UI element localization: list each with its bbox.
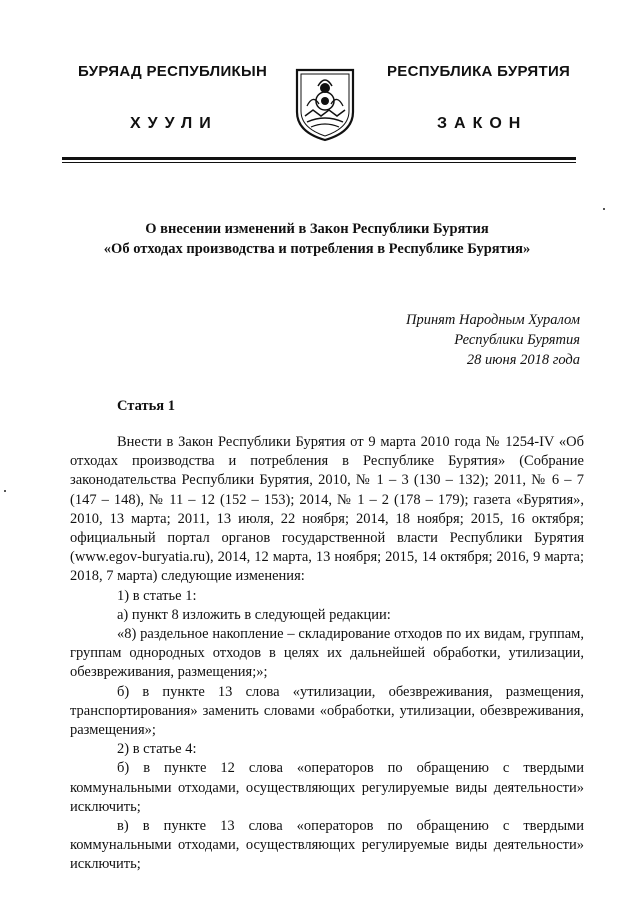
adoption-note <box>340 310 580 370</box>
amendment-item: 2) в статье 4: <box>117 741 197 758</box>
scan-speck <box>4 490 6 492</box>
amendment-item: «8) раздельное накопление – складирование отходов по их видам, группам, группам однородных отходов в целях их дальнейшей обработки, утилизации, обезвреживания, размещения;»; <box>70 626 584 681</box>
article-heading: Статья 1 <box>117 398 175 414</box>
amendment-item: б) в пункте 13 слова «утилизации, обезвреживания, размещения, транспортирования» заменить словами «обработки, утилизации, обезвреживания, размещения»; <box>70 683 584 739</box>
adoption-date: 28 июня 2018 года <box>466 352 580 368</box>
header-right-top: РЕСПУБЛИКА БУРЯТИЯ <box>387 63 571 80</box>
law-title-line: О внесении изменений в Закон Республики Бурятия <box>145 221 489 237</box>
scan-speck <box>603 208 605 210</box>
coat-of-arms-emblem <box>293 66 357 142</box>
header-left-top: БУРЯАД РЕСПУБЛИКЫН <box>78 63 268 80</box>
article-intro-paragraph: Внести в Закон Республики Бурятия от 9 марта 2010 года № 1254-IV «Об отходах производства и потребления в Республике Бурятия» (Собрание законодательства Республики Бурятия, 2010, № 1 – 3 (130 – 132); 2011, № 6 – 7 (147 – 148), № 11 – 12 (152 – 153); 2014, № 1 – 2 (178 – 179); газета «Бурятия», 2010, 13 марта; 2011, 13 июля, 22 ноября; 2014, 18 ноября; 2015, 16 октября; официальный портал органов государственной власти Республики Бурятия (www.egov-buryatia.ru), 2014, 12 марта, 13 ноября; 2015, 14 октября; 2016, 9 марта; 2018, 7 марта) следующие изменения: <box>70 434 584 585</box>
header-rule-thin <box>62 162 576 163</box>
law-title-line: «Об отходах производства и потребления в Республике Бурятия» <box>103 241 531 257</box>
adoption-line: Принят Народным Хуралом <box>405 312 580 328</box>
amendment-item: б) в пункте 12 слова «операторов по обращению с твердыми коммунальными отходами, осуществляющих регулируемые виды деятельности» исключить; <box>70 760 584 815</box>
header-rule-thick <box>62 157 576 160</box>
header-left-bottom: ХУУЛИ <box>130 115 218 132</box>
adoption-line: Республики Бурятия <box>454 332 580 348</box>
amendment-item: 1) в статье 1: <box>117 587 197 604</box>
amendment-item: в) в пункте 13 слова «операторов по обращению с твердыми коммунальными отходами, осуществляющих регулируемые виды деятельности» исключить; <box>70 818 584 873</box>
amendment-item: а) пункт 8 изложить в следующей редакции: <box>117 606 391 623</box>
article-body <box>70 433 584 875</box>
law-title <box>62 219 572 259</box>
header-right-bottom: ЗАКОН <box>437 115 528 132</box>
